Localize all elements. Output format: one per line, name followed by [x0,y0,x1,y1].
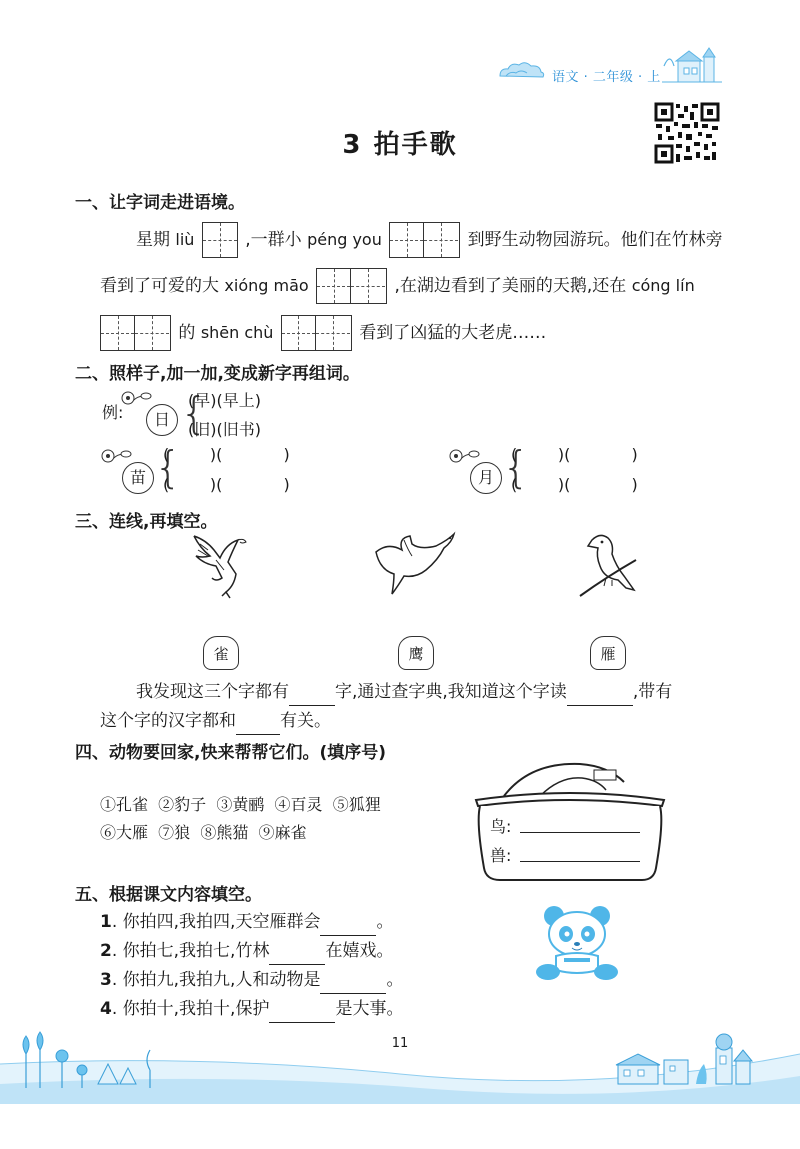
s3-text: 我发现这三个字都有 [136,682,289,702]
char-box-xiongmao[interactable] [316,268,387,304]
item-text: 在嬉戏。 [325,941,394,961]
blank-reading[interactable] [567,685,633,706]
pinyin-pengyou: péng you [307,230,382,249]
section1-line2 [100,268,695,304]
poem-blank-3[interactable] [320,973,386,994]
item-number: 4 [100,999,112,1019]
blank-radical[interactable] [289,685,335,706]
pinyin-conglin: cóng lín [631,276,695,295]
brace: { [180,388,208,439]
item-text: . 你拍四,我拍四,天空雁群会 [111,912,321,932]
pinyin-xiongmao: xióng māo [224,276,309,295]
section3-heading: 三、连线,再填空。 [75,512,218,532]
example-char: 日 [146,404,178,436]
q2-answer-row-2[interactable]: ( )( ) [511,475,638,494]
poem-blank-1[interactable] [320,915,376,936]
animal-list-row2: ⑥大雁 ⑦狼 ⑧熊猫 ⑨麻雀 [100,823,307,842]
page-title: 3 拍手歌 [342,130,458,160]
s3-text: 这个字的汉字都和 [100,711,236,731]
item-text: 。 [386,970,404,990]
poem-blank-4[interactable] [269,1002,335,1023]
example-row-2: (旧)(旧书) [188,420,261,439]
section1-line3 [100,315,546,351]
item-number: 3 [100,970,112,990]
section1-line1 [136,222,723,258]
beast-label: 兽: [490,846,512,865]
pinyin-liu: liù [175,230,195,249]
poem-item-1 [100,908,393,936]
item-text: . 你拍九,我拍九,人和动物是 [111,970,321,990]
header-cloud-icon [496,60,546,80]
q1-char: 苗 [122,462,154,494]
animal-list-row1: ①孔雀 ②豹子 ③黄鹂 ④百灵 ⑤狐狸 [100,795,381,814]
poem-blank-2[interactable] [269,944,325,965]
panda-picture [534,904,620,984]
section3-text-line2 [100,707,331,735]
s3-text: 字,通过查字典,我知道这个字读 [335,682,567,702]
sparrow-picture [578,530,638,602]
item-text: 。 [376,912,394,932]
section1-heading: 一、让字词走进语境。 [75,193,245,213]
q1-answer-row-1[interactable]: ( )( ) [163,445,290,464]
q1-answer-row-2[interactable]: ( )( ) [163,475,290,494]
blank-meaning[interactable] [236,714,280,735]
eagle-picture [186,530,254,602]
s1-text: 的 [178,323,201,343]
page-number: 11 [391,1036,409,1051]
s1-text: 看到了凶猛的大老虎…… [359,323,547,343]
bird-label: 鸟: [490,817,512,836]
header-subject: 语文 · 二年级 · 上 [552,70,661,85]
item-number: 2 [100,941,112,961]
q2-char: 月 [470,462,502,494]
header-house-icon [662,46,722,86]
char-box-pengyou[interactable] [389,222,460,258]
example-row-1: (早)(早上) [188,391,261,410]
char-box-liu[interactable] [202,222,238,258]
item-number: 1 [100,912,112,932]
s1-text: 到野生动物园游玩。他们在竹林旁 [467,230,723,250]
poem-item-3 [100,966,403,994]
s3-text: 有关。 [280,711,331,731]
s1-text: ,在湖边看到了美丽的天鹅,还在 [394,276,632,296]
goose-picture [370,530,460,598]
pinyin-shenchu: shēn chù [200,323,274,342]
section4-heading: 四、动物要回家,快来帮帮它们。(填序号) [75,743,386,763]
beast-answer-blank[interactable] [520,841,640,862]
brace: { [154,442,182,493]
section2-heading: 二、照样子,加一加,变成新字再组词。 [75,364,360,384]
poem-item-4 [100,995,403,1023]
s3-text: ,带有 [632,682,673,702]
bird-answer-blank[interactable] [520,812,640,833]
section3-text-line1 [136,678,672,706]
s1-text: ,一群小 [245,230,308,250]
char-card-que[interactable]: 雀 [203,636,239,670]
brace: { [502,442,530,493]
footer-town-icon [612,1020,762,1090]
q2-answer-row-1[interactable]: ( )( ) [511,445,638,464]
s1-text: 星期 [136,230,176,250]
char-card-ying[interactable]: 鹰 [398,636,434,670]
section5-heading: 五、根据课文内容填空。 [75,885,262,905]
item-text: . 你拍七,我拍七,竹林 [111,941,270,961]
item-text: . 你拍十,我拍十,保护 [111,999,270,1019]
poem-item-2 [100,937,393,965]
example-label: 例: [102,403,124,422]
char-card-yan[interactable]: 雁 [590,636,626,670]
char-box-shenchu[interactable] [281,315,352,351]
s1-text: 看到了可爱的大 [100,276,225,296]
char-box-conglin[interactable] [100,315,171,351]
item-text: 是大事。 [335,999,404,1019]
